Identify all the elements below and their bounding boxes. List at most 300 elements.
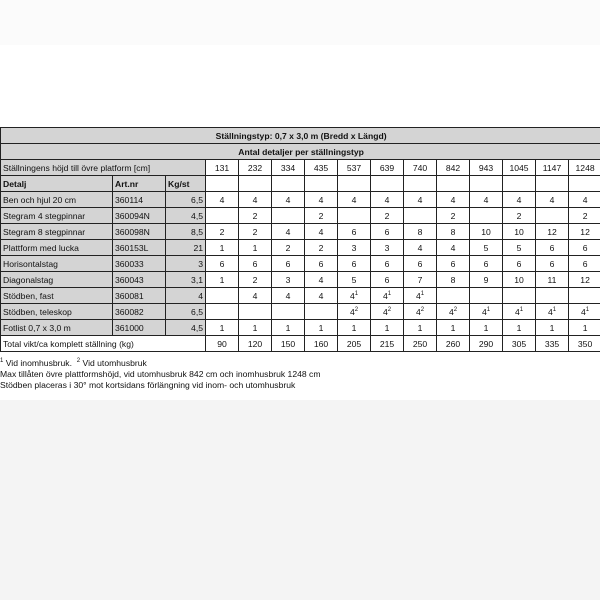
- quantity-cell: [305, 320, 338, 336]
- height-header-cell: 537: [338, 160, 371, 176]
- total-weight-cell: 305: [503, 336, 536, 352]
- height-header-cell: 740: [404, 160, 437, 176]
- total-weight-cell: 250: [404, 336, 437, 352]
- quantity-value: 1: [285, 322, 291, 333]
- quantity-value: 4: [285, 194, 291, 205]
- detail-name: Stegram 8 stegpinnar: [1, 224, 113, 240]
- quantity-cell: [272, 320, 305, 336]
- quantity-value: 7: [417, 274, 423, 285]
- weight-per-unit: 4: [166, 288, 206, 304]
- weight-per-unit: 4,5: [166, 320, 206, 336]
- quantity-value: 2: [384, 210, 390, 221]
- height-header-cell: 842: [437, 160, 470, 176]
- quantity-cell: [239, 240, 272, 256]
- quantity-cell: [239, 192, 272, 208]
- quantity-cell: [338, 224, 371, 240]
- quantity-value: 2: [318, 210, 324, 221]
- column-header-blank: [404, 176, 437, 192]
- footnote-mark-1: 1: [0, 358, 4, 364]
- quantity-cell: [437, 288, 470, 304]
- quantity-cell: [206, 288, 239, 304]
- column-header-artnr: Art.nr: [113, 176, 166, 192]
- footnote-ref: 1: [486, 306, 491, 313]
- total-weight-cell: 160: [305, 336, 338, 352]
- spec-table-container: [0, 127, 600, 352]
- quantity-value: 4: [514, 306, 520, 317]
- quantity-value: 6: [351, 258, 357, 269]
- quantity-value: 4: [318, 194, 324, 205]
- quantity-value: 11: [547, 274, 557, 285]
- table-row: [1, 208, 600, 224]
- height-header-cell: 639: [371, 160, 404, 176]
- quantity-value: 2: [516, 210, 522, 221]
- detail-name: Stödben, fast: [1, 288, 113, 304]
- quantity-cell: [536, 256, 569, 272]
- quantity-cell: [272, 256, 305, 272]
- quantity-value: 4: [481, 306, 487, 317]
- quantity-cell: [569, 256, 600, 272]
- footnotes: [0, 358, 600, 391]
- quantity-value: 9: [483, 274, 489, 285]
- column-header-detail: Detalj: [1, 176, 113, 192]
- footnote-ref: 2: [387, 306, 392, 313]
- column-header-blank: [437, 176, 470, 192]
- quantity-value: 4: [349, 290, 355, 301]
- quantity-cell: [239, 224, 272, 240]
- footnote-ref: 1: [387, 290, 392, 297]
- quantity-value: 4: [483, 194, 489, 205]
- weight-per-unit: 8,5: [166, 224, 206, 240]
- quantity-cell: [536, 224, 569, 240]
- quantity-value: 2: [252, 226, 258, 237]
- quantity-cell: [206, 320, 239, 336]
- quantity-cell: [437, 304, 470, 320]
- quantity-cell: [470, 192, 503, 208]
- quantity-value: 4: [547, 306, 553, 317]
- quantity-cell: [503, 224, 536, 240]
- footnote-ref: 1: [519, 306, 524, 313]
- detail-name: Horisontalstag: [1, 256, 113, 272]
- quantity-cell: [272, 304, 305, 320]
- quantity-value: 12: [547, 226, 557, 237]
- quantity-value: 4: [417, 194, 423, 205]
- total-weight-cell: 260: [437, 336, 470, 352]
- quantity-value: 5: [483, 242, 489, 253]
- quantity-cell: [305, 192, 338, 208]
- quantity-value: 4: [581, 306, 586, 317]
- quantity-cell: [305, 288, 338, 304]
- quantity-cell: [503, 304, 536, 320]
- quantity-value: 10: [481, 226, 491, 237]
- quantity-cell: [404, 192, 437, 208]
- quantity-cell: [503, 192, 536, 208]
- table-row: [1, 192, 600, 208]
- quantity-cell: [569, 320, 600, 336]
- quantity-value: 5: [351, 274, 357, 285]
- total-weight-cell: 335: [536, 336, 569, 352]
- quantity-value: 4: [450, 242, 456, 253]
- total-weight-cell: 120: [239, 336, 272, 352]
- quantity-cell: [371, 240, 404, 256]
- quantity-value: 5: [516, 242, 522, 253]
- table-row: [1, 256, 600, 272]
- column-header-blank: [536, 176, 569, 192]
- table-subtitle: Antal detaljer per ställningstyp: [1, 144, 600, 160]
- quantity-cell: [305, 224, 338, 240]
- quantity-cell: [404, 208, 437, 224]
- quantity-value: 4: [318, 290, 324, 301]
- quantity-cell: [371, 320, 404, 336]
- article-number: 360094N: [113, 208, 166, 224]
- quantity-cell: [536, 208, 569, 224]
- article-number: 360081: [113, 288, 166, 304]
- quantity-value: 1: [516, 322, 522, 333]
- quantity-cell: [404, 256, 437, 272]
- quantity-value: 8: [450, 274, 456, 285]
- weight-per-unit: 6,5: [166, 304, 206, 320]
- quantity-cell: [338, 256, 371, 272]
- quantity-value: 6: [318, 258, 324, 269]
- quantity-cell: [206, 240, 239, 256]
- detail-name: Diagonalstag: [1, 272, 113, 288]
- quantity-value: 4: [382, 306, 388, 317]
- quantity-cell: [569, 272, 600, 288]
- quantity-value: 4: [285, 226, 291, 237]
- quantity-value: 6: [285, 258, 291, 269]
- table-row: [1, 288, 600, 304]
- footnote-ref: 2: [354, 306, 359, 313]
- footnote-text-2: Vid utomhusbruk: [80, 358, 147, 368]
- quantity-value: 1: [483, 322, 489, 333]
- quantity-cell: [404, 240, 437, 256]
- quantity-cell: [206, 256, 239, 272]
- total-row: [1, 336, 600, 352]
- quantity-cell: [536, 304, 569, 320]
- quantity-value: 4: [382, 290, 388, 301]
- quantity-cell: [206, 192, 239, 208]
- quantity-cell: [338, 288, 371, 304]
- quantity-cell: [470, 288, 503, 304]
- column-header-blank: [239, 176, 272, 192]
- quantity-value: 4: [318, 274, 324, 285]
- column-header-blank: [371, 176, 404, 192]
- quantity-cell: [569, 304, 600, 320]
- quantity-value: 6: [582, 258, 588, 269]
- table-title: Ställningstyp: 0,7 x 3,0 m (Bredd x Längd): [1, 128, 600, 144]
- quantity-cell: [470, 224, 503, 240]
- quantity-value: 1: [450, 322, 456, 333]
- quantity-cell: [239, 304, 272, 320]
- quantity-value: 8: [450, 226, 456, 237]
- quantity-cell: [371, 304, 404, 320]
- quantity-value: 1: [384, 322, 390, 333]
- quantity-cell: [404, 288, 437, 304]
- weight-per-unit: 3,1: [166, 272, 206, 288]
- detail-name: Fotlist 0,7 x 3,0 m: [1, 320, 113, 336]
- total-weight-cell: 150: [272, 336, 305, 352]
- quantity-cell: [503, 256, 536, 272]
- height-label: Ställningens höjd till övre platform [cm]: [1, 160, 206, 176]
- quantity-value: 6: [384, 226, 390, 237]
- quantity-cell: [305, 304, 338, 320]
- weight-per-unit: 6,5: [166, 192, 206, 208]
- quantity-value: 12: [580, 226, 590, 237]
- total-weight-cell: 90: [206, 336, 239, 352]
- quantity-cell: [437, 224, 470, 240]
- total-label: Total vikt/ca komplett ställning (kg): [1, 336, 206, 352]
- quantity-value: 4: [417, 242, 423, 253]
- total-weight-cell: 205: [338, 336, 371, 352]
- total-weight-cell: 290: [470, 336, 503, 352]
- quantity-cell: [272, 240, 305, 256]
- article-number: 360114: [113, 192, 166, 208]
- top-margin: [0, 0, 600, 45]
- quantity-cell: [206, 224, 239, 240]
- quantity-cell: [569, 224, 600, 240]
- footnote-ref: 1: [420, 290, 425, 297]
- quantity-value: 2: [252, 274, 258, 285]
- quantity-value: 6: [549, 258, 555, 269]
- quantity-cell: [404, 304, 437, 320]
- quantity-value: 1: [219, 322, 225, 333]
- quantity-cell: [371, 272, 404, 288]
- quantity-value: 6: [384, 258, 390, 269]
- quantity-cell: [503, 288, 536, 304]
- article-number: 360098N: [113, 224, 166, 240]
- detail-name: Plattform med lucka: [1, 240, 113, 256]
- quantity-value: 6: [483, 258, 489, 269]
- column-header-blank: [503, 176, 536, 192]
- quantity-value: 4: [448, 306, 454, 317]
- footnote-ref: 2: [420, 306, 425, 313]
- quantity-cell: [206, 304, 239, 320]
- quantity-cell: [272, 208, 305, 224]
- quantity-cell: [404, 272, 437, 288]
- quantity-cell: [503, 320, 536, 336]
- quantity-value: 2: [450, 210, 456, 221]
- quantity-cell: [338, 320, 371, 336]
- quantity-cell: [470, 304, 503, 320]
- quantity-value: 4: [318, 226, 324, 237]
- quantity-value: 1: [252, 322, 258, 333]
- quantity-cell: [338, 192, 371, 208]
- bottom-margin: [0, 400, 600, 600]
- quantity-value: 1: [219, 274, 225, 285]
- quantity-cell: [569, 240, 600, 256]
- quantity-cell: [536, 320, 569, 336]
- quantity-cell: [536, 192, 569, 208]
- height-header-cell: 1045: [503, 160, 536, 176]
- quantity-cell: [470, 256, 503, 272]
- quantity-value: 4: [351, 194, 357, 205]
- table-row: [1, 240, 600, 256]
- quantity-value: 1: [351, 322, 357, 333]
- quantity-value: 1: [318, 322, 324, 333]
- table-row: [1, 304, 600, 320]
- quantity-cell: [338, 208, 371, 224]
- quantity-value: 2: [285, 242, 291, 253]
- height-header-cell: 435: [305, 160, 338, 176]
- weight-per-unit: 4,5: [166, 208, 206, 224]
- quantity-cell: [305, 240, 338, 256]
- footnote-ref: 1: [354, 290, 359, 297]
- quantity-value: 3: [351, 242, 357, 253]
- footnote-ref: 1: [552, 306, 557, 313]
- article-number: 361000: [113, 320, 166, 336]
- quantity-cell: [239, 208, 272, 224]
- quantity-value: 4: [252, 194, 258, 205]
- quantity-value: 4: [450, 194, 456, 205]
- detail-name: Stödben, teleskop: [1, 304, 113, 320]
- footnote-mark-2: 2: [76, 358, 81, 364]
- quantity-cell: [305, 256, 338, 272]
- quantity-value: 2: [318, 242, 324, 253]
- height-header-cell: 334: [272, 160, 305, 176]
- quantity-cell: [272, 192, 305, 208]
- quantity-cell: [305, 208, 338, 224]
- height-header-cell: 943: [470, 160, 503, 176]
- quantity-value: 6: [582, 242, 588, 253]
- quantity-cell: [272, 224, 305, 240]
- quantity-cell: [470, 240, 503, 256]
- quantity-value: 1: [417, 322, 423, 333]
- quantity-cell: [437, 320, 470, 336]
- column-header-kg: Kg/st: [166, 176, 206, 192]
- quantity-value: 4: [252, 290, 258, 301]
- quantity-value: 3: [384, 242, 390, 253]
- quantity-value: 10: [514, 274, 524, 285]
- footnote-text-1: Vid inomhusbruk.: [3, 358, 72, 368]
- quantity-cell: [371, 288, 404, 304]
- scaffold-spec-table: [0, 127, 600, 352]
- quantity-cell: [503, 240, 536, 256]
- quantity-cell: [569, 288, 600, 304]
- quantity-cell: [239, 272, 272, 288]
- quantity-cell: [569, 192, 600, 208]
- quantity-cell: [536, 288, 569, 304]
- quantity-value: 4: [219, 194, 225, 205]
- quantity-cell: [536, 272, 569, 288]
- total-weight-cell: 215: [371, 336, 404, 352]
- quantity-cell: [272, 272, 305, 288]
- quantity-cell: [470, 208, 503, 224]
- quantity-cell: [239, 288, 272, 304]
- quantity-value: 1: [582, 322, 588, 333]
- quantity-value: 2: [582, 210, 588, 221]
- quantity-value: 6: [219, 258, 225, 269]
- article-number: 360082: [113, 304, 166, 320]
- quantity-value: 4: [349, 306, 355, 317]
- table-row: [1, 224, 600, 240]
- quantity-cell: [371, 256, 404, 272]
- article-number: 360033: [113, 256, 166, 272]
- quantity-cell: [371, 224, 404, 240]
- quantity-value: 6: [417, 258, 423, 269]
- quantity-value: 2: [219, 226, 225, 237]
- quantity-value: 8: [417, 226, 423, 237]
- weight-per-unit: 21: [166, 240, 206, 256]
- detail-name: Stegram 4 stegpinnar: [1, 208, 113, 224]
- quantity-value: 6: [252, 258, 258, 269]
- quantity-value: 1: [219, 242, 225, 253]
- height-header-cell: 232: [239, 160, 272, 176]
- quantity-cell: [338, 272, 371, 288]
- quantity-value: 6: [384, 274, 390, 285]
- quantity-cell: [206, 208, 239, 224]
- quantity-cell: [503, 272, 536, 288]
- quantity-cell: [404, 320, 437, 336]
- detail-name: Ben och hjul 20 cm: [1, 192, 113, 208]
- column-header-blank: [305, 176, 338, 192]
- quantity-value: 12: [580, 274, 590, 285]
- height-header-cell: 1147: [536, 160, 569, 176]
- quantity-value: 4: [415, 290, 421, 301]
- quantity-cell: [437, 240, 470, 256]
- quantity-cell: [536, 240, 569, 256]
- quantity-cell: [437, 256, 470, 272]
- quantity-value: 4: [549, 194, 555, 205]
- quantity-value: 10: [514, 226, 524, 237]
- weight-per-unit: 3: [166, 256, 206, 272]
- quantity-cell: [437, 272, 470, 288]
- quantity-value: 4: [516, 194, 522, 205]
- footnote-line-3: Stödben placeras i 30° mot kortsidans förlängning vid inom- och utomhusbruk: [0, 380, 296, 390]
- footnote-line-2: Max tillåten övre plattformshöjd, vid utomhusbruk 842 cm och inomhusbruk 1248 cm: [0, 369, 321, 379]
- column-header-blank: [338, 176, 371, 192]
- quantity-cell: [371, 192, 404, 208]
- quantity-cell: [470, 320, 503, 336]
- quantity-cell: [371, 208, 404, 224]
- quantity-cell: [470, 272, 503, 288]
- height-header-cell: 131: [206, 160, 239, 176]
- article-number: 360043: [113, 272, 166, 288]
- quantity-value: 4: [285, 290, 291, 301]
- column-header-blank: [206, 176, 239, 192]
- quantity-value: 1: [549, 322, 555, 333]
- column-header-blank: [569, 176, 600, 192]
- quantity-value: 1: [252, 242, 258, 253]
- quantity-cell: [338, 304, 371, 320]
- total-weight-cell: 350: [569, 336, 600, 352]
- quantity-value: 3: [285, 274, 291, 285]
- quantity-cell: [305, 272, 338, 288]
- footnote-ref: 2: [453, 306, 458, 313]
- quantity-cell: [239, 320, 272, 336]
- quantity-cell: [503, 208, 536, 224]
- quantity-value: 4: [415, 306, 421, 317]
- quantity-cell: [404, 224, 437, 240]
- footnote-line-1: [0, 358, 600, 369]
- quantity-cell: [569, 208, 600, 224]
- quantity-cell: [272, 288, 305, 304]
- quantity-value: 2: [252, 210, 258, 221]
- quantity-cell: [338, 240, 371, 256]
- quantity-value: 6: [549, 242, 555, 253]
- quantity-cell: [206, 272, 239, 288]
- column-header-blank: [272, 176, 305, 192]
- quantity-value: 6: [450, 258, 456, 269]
- footnote-ref: 1: [585, 306, 590, 313]
- quantity-cell: [239, 256, 272, 272]
- column-header-blank: [470, 176, 503, 192]
- quantity-cell: [437, 192, 470, 208]
- quantity-value: 6: [516, 258, 522, 269]
- table-row: [1, 320, 600, 336]
- height-header-cell: 1248: [569, 160, 600, 176]
- table-row: [1, 272, 600, 288]
- quantity-value: 6: [351, 226, 357, 237]
- quantity-value: 4: [384, 194, 390, 205]
